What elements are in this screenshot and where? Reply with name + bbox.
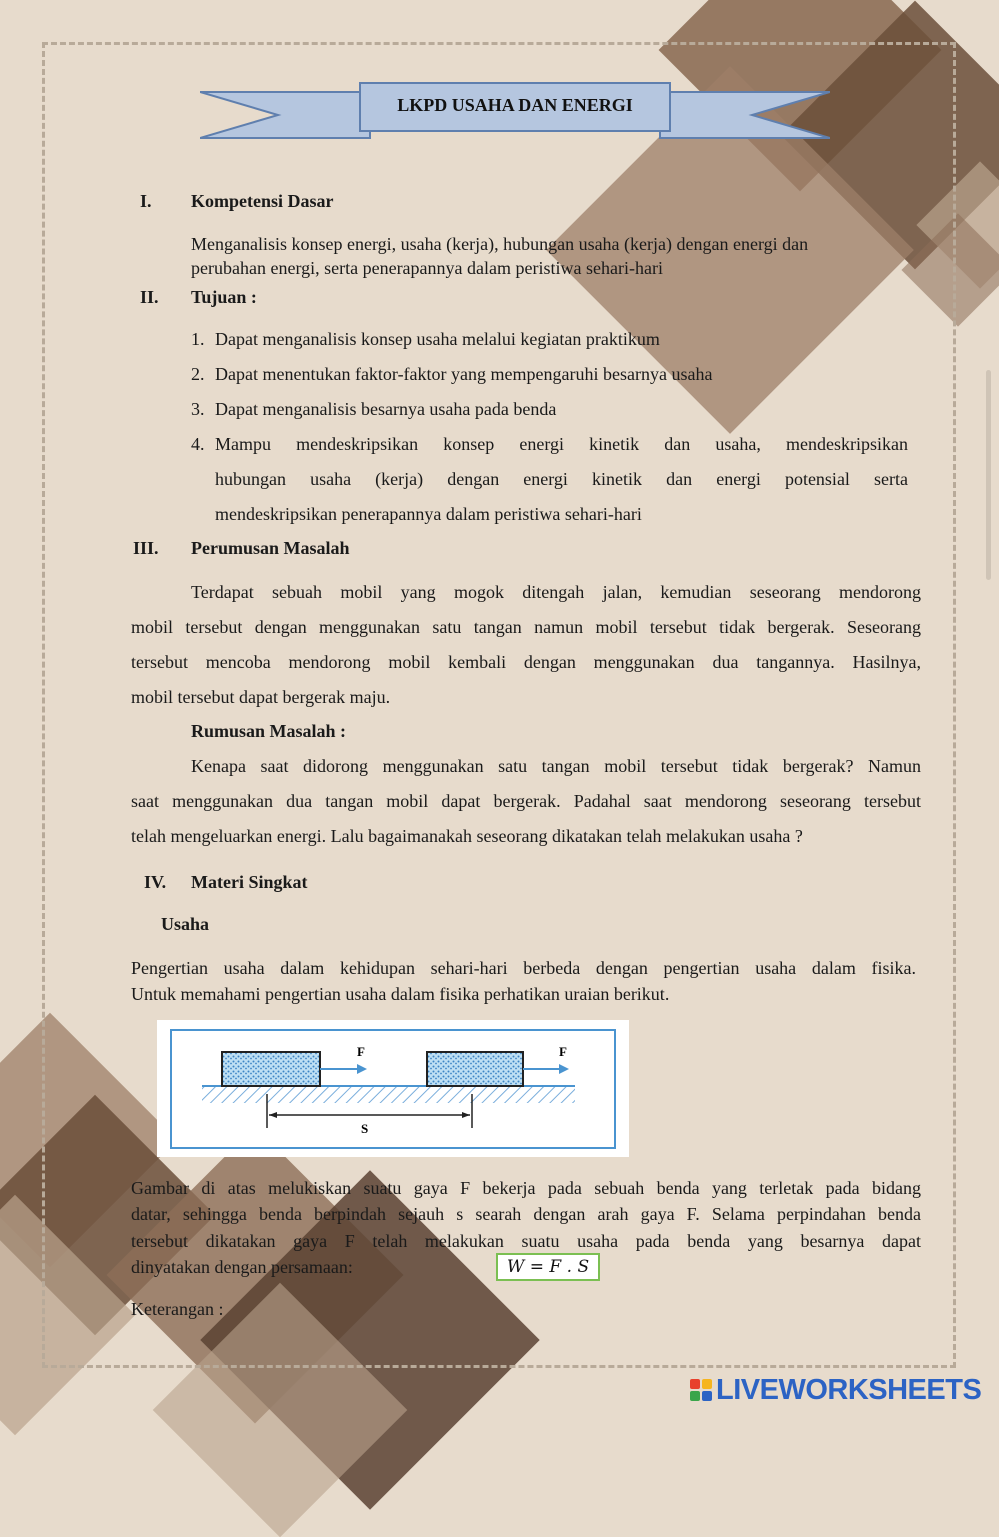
list-item: Dapat menentukan faktor-faktor yang mempengaruhi besarnya usaha bbox=[215, 364, 713, 384]
paragraph-line: tersebut mencoba mendorong mobil kembali dengan menggunakan dua tangannya. Hasilnya, bbox=[131, 652, 921, 672]
section-1-text-line: perubahan energi, serta penerapannya dalam peristiwa sehari-hari bbox=[191, 258, 663, 278]
paragraph-line: tersebut dikatakan gaya F telah melakukan suatu usaha pada benda yang besarnya dapat bbox=[131, 1231, 921, 1251]
force-label-1: F bbox=[357, 1044, 365, 1059]
section-4-numeral: IV. bbox=[144, 872, 167, 892]
subsection-title: Rumusan Masalah : bbox=[191, 721, 347, 741]
list-number: 1. bbox=[191, 329, 205, 349]
section-2-title: Tujuan : bbox=[191, 287, 257, 307]
list-item-line: Mampu mendeskripsikan konsep energi kinetik dan usaha, mendeskripsikan bbox=[215, 434, 908, 454]
force-arrow-1-head bbox=[357, 1064, 367, 1074]
section-3-title: Perumusan Masalah bbox=[191, 538, 350, 558]
paragraph-line: mobil tersebut dapat bergerak maju. bbox=[131, 687, 391, 707]
work-formula: W = F . S bbox=[496, 1253, 600, 1281]
distance-arrow-right bbox=[462, 1112, 470, 1118]
page-title: LKPD USAHA DAN ENERGI bbox=[397, 94, 633, 115]
ground-hatch bbox=[202, 1087, 575, 1103]
list-item-line: mendeskripsikan penerapannya dalam peristiwa sehari-hari bbox=[215, 504, 642, 524]
section-2-numeral: II. bbox=[140, 287, 159, 307]
paragraph-line: Gambar di atas melukiskan suatu gaya F bekerja pada sebuah benda yang terletak pada bidang bbox=[131, 1178, 921, 1198]
force-arrow-2-head bbox=[559, 1064, 569, 1074]
list-number: 2. bbox=[191, 364, 205, 384]
section-3-numeral: III. bbox=[133, 538, 159, 558]
paragraph-line: mobil tersebut dengan menggunakan satu tangan namun mobil tersebut tidak bergerak. Seseorang bbox=[131, 617, 921, 637]
force-label-2: F bbox=[559, 1044, 567, 1059]
liveworksheets-icon bbox=[690, 1379, 712, 1401]
paragraph-line: datar, sehingga benda berpindah sejauh s searah dengan arah gaya F. Selama perpindahan benda bbox=[131, 1204, 921, 1224]
block-start bbox=[222, 1052, 320, 1086]
keterangan-label: Keterangan : bbox=[131, 1299, 224, 1319]
work-diagram bbox=[157, 1020, 629, 1157]
section-1-text-line: Menganalisis konsep energi, usaha (kerja), hubungan usaha (kerja) dengan energi dan bbox=[191, 234, 809, 254]
subsection-title: Usaha bbox=[161, 914, 210, 934]
distance-arrow-left bbox=[269, 1112, 277, 1118]
list-number: 4. bbox=[191, 434, 205, 454]
brand-name: LIVEWORKSHEETS bbox=[716, 1373, 982, 1406]
scrollbar[interactable] bbox=[986, 370, 991, 580]
paragraph-line: Untuk memahami pengertian usaha dalam fisika perhatikan uraian berikut. bbox=[131, 984, 670, 1004]
list-item: Dapat menganalisis besarnya usaha pada benda bbox=[215, 399, 557, 419]
paragraph-line: saat menggunakan dua tangan mobil dapat bergerak. Padahal saat mendorong seseorang tersebut bbox=[131, 791, 921, 811]
list-item-line: hubungan usaha (kerja) dengan energi kinetik dan energi potensial serta bbox=[215, 469, 908, 489]
liveworksheets-logo[interactable] bbox=[690, 1373, 990, 1407]
list-item: Dapat menganalisis konsep usaha melalui kegiatan praktikum bbox=[215, 329, 660, 349]
distance-label: S bbox=[361, 1121, 369, 1136]
paragraph-line: Kenapa saat didorong menggunakan satu tangan mobil tersebut tidak bergerak? Namun bbox=[191, 756, 921, 776]
paragraph-line: telah mengeluarkan energi. Lalu bagaimanakah seseorang dikatakan telah melakukan usaha ? bbox=[131, 826, 803, 846]
section-4-title: Materi Singkat bbox=[191, 872, 308, 892]
section-1-numeral: I. bbox=[140, 191, 152, 211]
paragraph-line: dinyatakan dengan persamaan: bbox=[131, 1257, 353, 1277]
paragraph-line: Terdapat sebuah mobil yang mogok ditengah jalan, kemudian seseorang mendorong bbox=[191, 582, 921, 602]
paragraph-line: Pengertian usaha dalam kehidupan sehari-hari berbeda dengan pengertian usaha dalam fisika. bbox=[131, 958, 916, 978]
section-1-title: Kompetensi Dasar bbox=[191, 191, 334, 211]
list-number: 3. bbox=[191, 399, 205, 419]
block-end bbox=[427, 1052, 523, 1086]
